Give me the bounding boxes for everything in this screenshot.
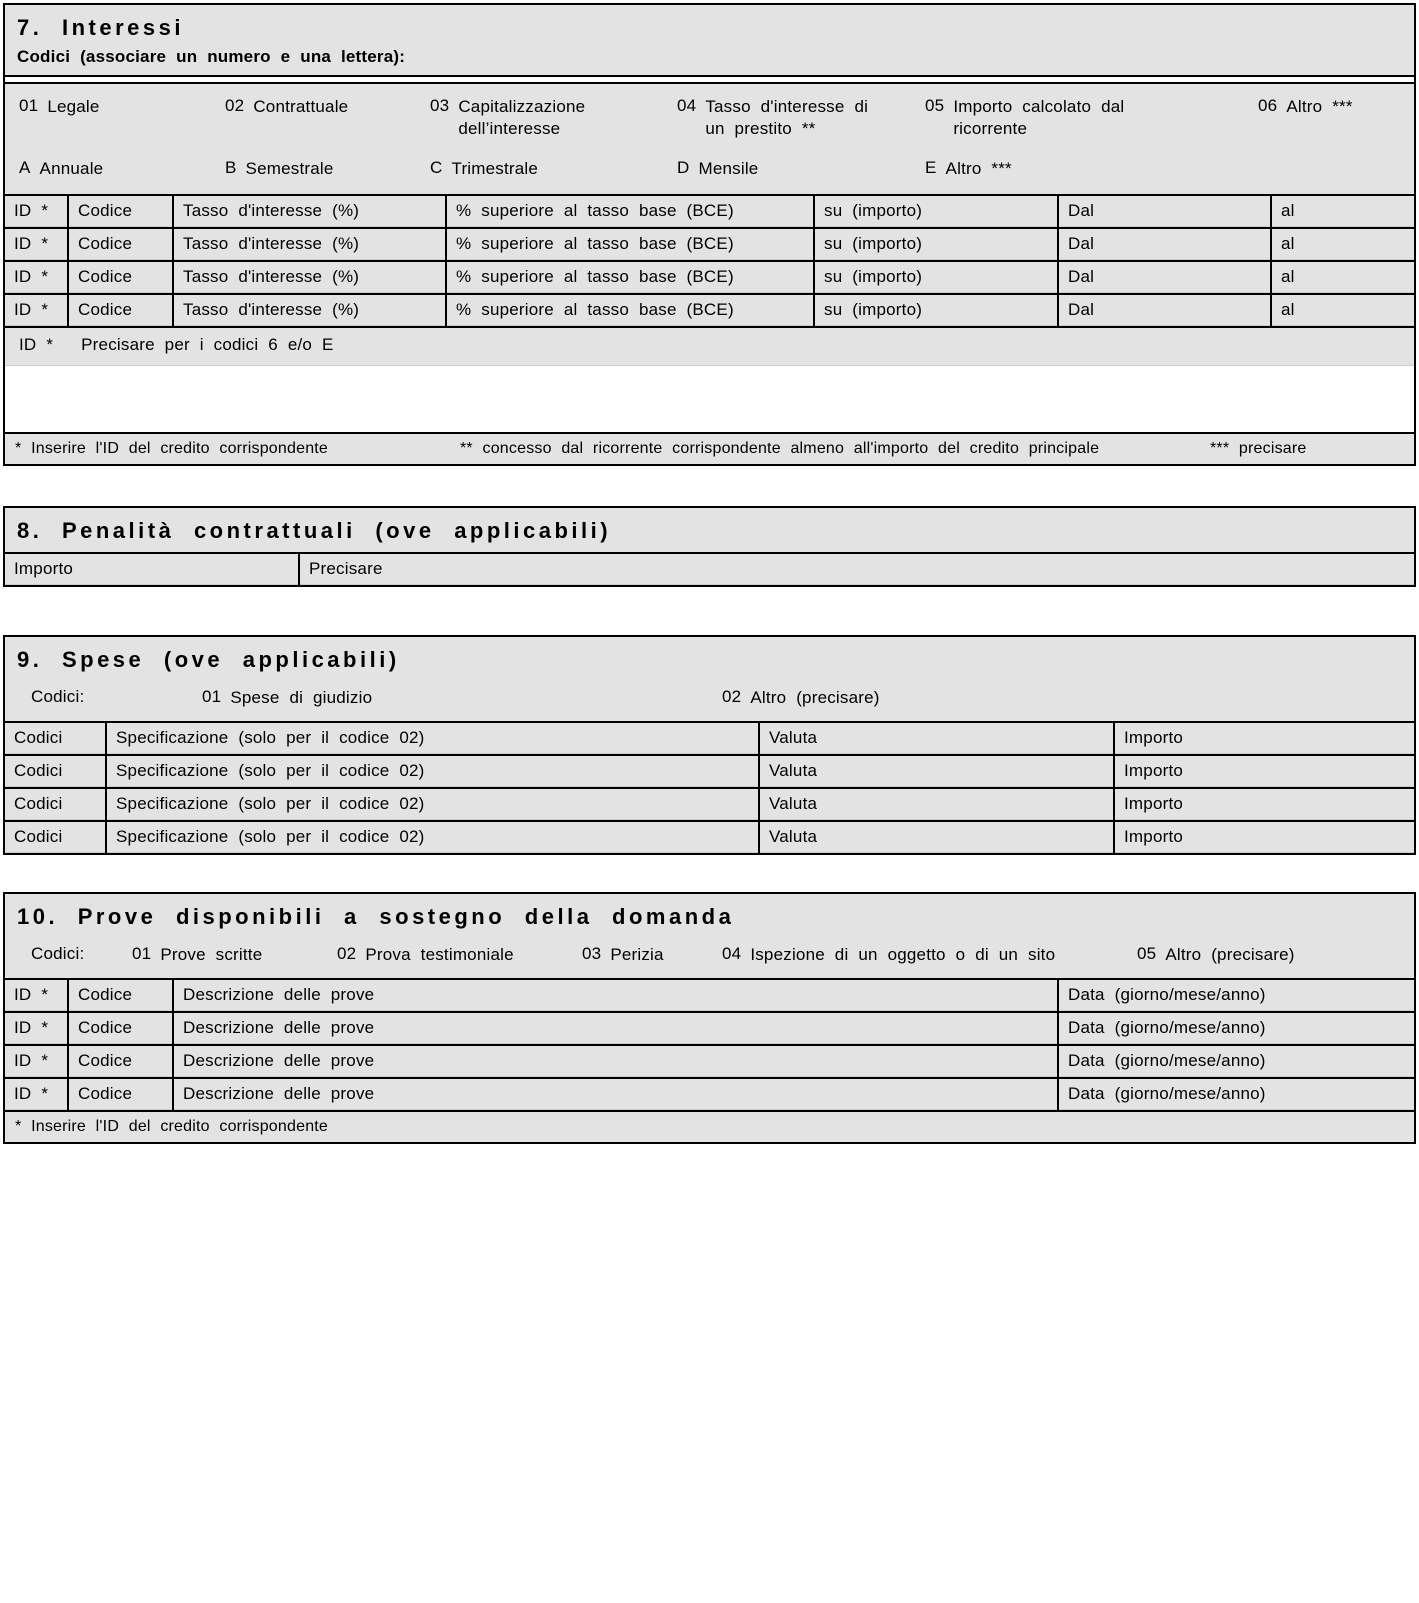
col-header-codice: Codice: [69, 262, 172, 293]
col-codice: [67, 295, 172, 326]
code-label: Spese di giudizio: [230, 688, 373, 708]
code-number: 01: [132, 944, 152, 964]
code-label: Altro (precisare): [750, 688, 880, 708]
code-label: Ispezione di un oggetto o di un sito: [750, 945, 1056, 965]
col-al: [1270, 196, 1414, 227]
precisare-label: Precisare per i codici 6 e/o E: [81, 335, 334, 355]
code-label: Annuale: [39, 159, 104, 179]
col-header-superiore: % superiore al tasso base (BCE): [447, 262, 813, 293]
col-su-importo: [813, 196, 1057, 227]
col-superiore: [445, 229, 813, 260]
section-penalita: [3, 506, 1416, 587]
codici-label: Codici:: [31, 687, 85, 707]
col-header-valuta: Valuta: [760, 756, 1113, 787]
col-descrizione: [172, 1079, 1057, 1110]
section-10-footnote: [5, 1110, 1414, 1142]
precisare-id-label: ID *: [19, 335, 54, 355]
col-header-specificazione: Specificazione (solo per il codice 02): [107, 756, 758, 787]
col-header-importo: Importo: [1115, 822, 1414, 853]
col-header-valuta: Valuta: [760, 723, 1113, 754]
letter-codes-row: [19, 158, 1414, 180]
col-importo: [1113, 723, 1414, 754]
col-header-tasso: Tasso d'interesse (%): [174, 262, 445, 293]
col-codice: [67, 196, 172, 227]
col-header-codici: Codici: [5, 723, 105, 754]
col-specificazione: [105, 789, 758, 820]
section-7-subtitle: Codici (associare un numero e una lettera):: [17, 47, 406, 66]
col-header-id: ID *: [5, 1046, 67, 1077]
col-importo: [5, 554, 298, 585]
code-letter: A: [19, 158, 31, 178]
prova-row: [5, 1044, 1414, 1077]
code-label: Prove scritte: [160, 945, 263, 965]
col-header-codice: Codice: [69, 229, 172, 260]
code-item: [925, 158, 1258, 180]
code-number: 02: [225, 96, 245, 115]
col-header-specificazione: Specificazione (solo per il codice 02): [107, 822, 758, 853]
prova-row: [5, 978, 1414, 1011]
col-importo: [1113, 756, 1414, 787]
code-item: [1258, 96, 1414, 140]
col-header-descrizione: Descrizione delle prove: [174, 1046, 1057, 1077]
col-header-id: ID *: [5, 1013, 67, 1044]
col-superiore: [445, 295, 813, 326]
col-al: [1270, 295, 1414, 326]
col-importo: [1113, 822, 1414, 853]
col-codice: [67, 980, 172, 1011]
code-label: Prova testimoniale: [365, 945, 514, 965]
code-label: Tasso d'interesse di un prestito **: [705, 97, 869, 139]
code-number: 04: [677, 96, 697, 115]
code-item: [430, 158, 677, 180]
col-valuta: [758, 756, 1113, 787]
col-header-data: Data (giorno/mese/anno): [1059, 980, 1414, 1011]
interest-row: [5, 194, 1414, 227]
col-header-id: ID *: [5, 196, 67, 227]
footnote-1: * Inserire l'ID del credito corrispondente: [15, 1118, 329, 1136]
codici-label: Codici:: [31, 944, 85, 964]
col-header-descrizione: Descrizione delle prove: [174, 1079, 1057, 1110]
code-label: Capitalizzazione dell’interesse: [458, 97, 586, 139]
code-item: [430, 96, 677, 140]
code-number: 03: [582, 944, 602, 964]
col-su-importo: [813, 295, 1057, 326]
col-header-tasso: Tasso d'interesse (%): [174, 229, 445, 260]
precisare-label-band: [5, 328, 1414, 366]
col-descrizione: [172, 980, 1057, 1011]
col-header-importo: Importo: [5, 554, 298, 585]
col-id: [5, 1046, 67, 1077]
col-header-codice: Codice: [69, 1013, 172, 1044]
code-label: Trimestrale: [451, 159, 539, 179]
code-label: Importo calcolato dal ricorrente: [953, 97, 1125, 139]
col-descrizione: [172, 1013, 1057, 1044]
col-header-precisare: Precisare: [300, 554, 1414, 585]
precisare-field[interactable]: [5, 366, 1414, 432]
section-10-title: 10. Prove disponibili a sostegno della domanda: [17, 904, 735, 930]
col-importo: [1113, 789, 1414, 820]
col-data: [1057, 980, 1414, 1011]
spese-row: [5, 787, 1414, 820]
code-number: 01: [202, 687, 222, 707]
col-data: [1057, 1079, 1414, 1110]
code-item: [202, 687, 722, 709]
col-id: [5, 229, 67, 260]
footnote-3: *** precisare: [1210, 440, 1307, 458]
code-item: [722, 944, 1137, 966]
section-10-header: [5, 894, 1414, 978]
col-id: [5, 1079, 67, 1110]
number-codes-row: [19, 96, 1414, 140]
code-item: [225, 158, 430, 180]
col-descrizione: [172, 1046, 1057, 1077]
code-label: Contrattuale: [253, 97, 349, 116]
code-item: [677, 96, 925, 140]
code-number: 05: [925, 96, 945, 115]
col-header-data: Data (giorno/mese/anno): [1059, 1079, 1414, 1110]
col-id: [5, 1013, 67, 1044]
section-8-header: [5, 508, 1414, 552]
section-7-footnotes: [5, 432, 1414, 464]
col-al: [1270, 262, 1414, 293]
col-header-id: ID *: [5, 229, 67, 260]
code-item: [677, 158, 925, 180]
code-item: [722, 687, 880, 709]
code-item: [19, 96, 225, 140]
divider: [5, 75, 1414, 84]
code-letter: B: [225, 158, 237, 178]
col-valuta: [758, 822, 1113, 853]
col-header-codici: Codici: [5, 789, 105, 820]
code-label: Mensile: [698, 159, 759, 179]
col-dal: [1057, 229, 1270, 260]
code-number: 02: [722, 687, 742, 707]
section-7-header: [5, 5, 1414, 75]
col-header-codice: Codice: [69, 295, 172, 326]
col-al: [1270, 229, 1414, 260]
col-su-importo: [813, 229, 1057, 260]
col-header-importo: Importo: [1115, 723, 1414, 754]
col-header-codice: Codice: [69, 980, 172, 1011]
col-header-descrizione: Descrizione delle prove: [174, 980, 1057, 1011]
col-codici: [5, 822, 105, 853]
col-header-codice: Codice: [69, 1079, 172, 1110]
col-header-superiore: % superiore al tasso base (BCE): [447, 295, 813, 326]
col-header-codici: Codici: [5, 756, 105, 787]
col-header-su-importo: su (importo): [815, 196, 1057, 227]
col-tasso: [172, 196, 445, 227]
col-header-codice: Codice: [69, 1046, 172, 1077]
col-specificazione: [105, 756, 758, 787]
spese-codes-legend: [17, 687, 1404, 709]
section-prove: [3, 892, 1416, 1144]
col-dal: [1057, 262, 1270, 293]
col-data: [1057, 1046, 1414, 1077]
col-specificazione: [105, 822, 758, 853]
col-header-al: al: [1272, 262, 1414, 293]
col-codici: [5, 789, 105, 820]
code-item: [19, 158, 225, 180]
col-valuta: [758, 789, 1113, 820]
code-number: 04: [722, 944, 742, 964]
code-label: Semestrale: [245, 159, 334, 179]
code-item: [1137, 944, 1295, 966]
code-item: [337, 944, 582, 966]
col-codice: [67, 1046, 172, 1077]
prova-row: [5, 1077, 1414, 1110]
col-specificazione: [105, 723, 758, 754]
col-codici: [5, 723, 105, 754]
code-label: Altro ***: [1286, 97, 1353, 116]
footnote-2: ** concesso dal ricorrente corrispondente almeno all'importo del credito principale: [460, 440, 1100, 458]
code-label: Altro (precisare): [1165, 945, 1295, 965]
code-item: [582, 944, 722, 966]
spese-row: [5, 754, 1414, 787]
col-codice: [67, 262, 172, 293]
col-dal: [1057, 196, 1270, 227]
code-letter: D: [677, 158, 690, 178]
code-number: 03: [430, 96, 450, 115]
col-codice: [67, 1079, 172, 1110]
section-interessi: [3, 3, 1416, 466]
col-header-importo: Importo: [1115, 756, 1414, 787]
col-header-id: ID *: [5, 980, 67, 1011]
col-header-dal: Dal: [1059, 295, 1270, 326]
code-item: [132, 944, 337, 966]
col-header-su-importo: su (importo): [815, 229, 1057, 260]
col-header-id: ID *: [5, 1079, 67, 1110]
section-9-header: [5, 637, 1414, 721]
penalita-row: [5, 552, 1414, 585]
col-id: [5, 196, 67, 227]
col-id: [5, 980, 67, 1011]
code-letter: E: [925, 158, 937, 178]
spese-row: [5, 721, 1414, 754]
col-header-al: al: [1272, 229, 1414, 260]
col-header-specificazione: Specificazione (solo per il codice 02): [107, 789, 758, 820]
col-header-codici: Codici: [5, 822, 105, 853]
col-header-tasso: Tasso d'interesse (%): [174, 295, 445, 326]
col-header-su-importo: su (importo): [815, 262, 1057, 293]
section-spese: [3, 635, 1416, 855]
col-su-importo: [813, 262, 1057, 293]
spese-row: [5, 820, 1414, 853]
col-superiore: [445, 196, 813, 227]
prove-codes-legend: [17, 944, 1404, 966]
code-item: [925, 96, 1258, 140]
interest-row: [5, 227, 1414, 260]
col-header-al: al: [1272, 295, 1414, 326]
col-header-dal: Dal: [1059, 229, 1270, 260]
code-label: Legale: [47, 97, 100, 116]
col-header-importo: Importo: [1115, 789, 1414, 820]
col-header-valuta: Valuta: [760, 789, 1113, 820]
col-header-valuta: Valuta: [760, 822, 1113, 853]
col-header-codice: Codice: [69, 196, 172, 227]
code-letter: C: [430, 158, 443, 178]
col-header-al: al: [1272, 196, 1414, 227]
col-id: [5, 295, 67, 326]
col-header-dal: Dal: [1059, 262, 1270, 293]
col-id: [5, 262, 67, 293]
interest-codes-legend: [5, 84, 1414, 194]
col-precisare: [298, 554, 1414, 585]
code-label: Perizia: [610, 945, 664, 965]
code-label: Altro ***: [945, 159, 1012, 179]
col-header-data: Data (giorno/mese/anno): [1059, 1013, 1414, 1044]
interest-row: [5, 293, 1414, 326]
col-superiore: [445, 262, 813, 293]
code-number: 02: [337, 944, 357, 964]
section-8-title: 8. Penalità contrattuali (ove applicabili): [17, 518, 612, 544]
col-header-dal: Dal: [1059, 196, 1270, 227]
interest-row: [5, 260, 1414, 293]
col-codice: [67, 1013, 172, 1044]
col-data: [1057, 1013, 1414, 1044]
col-tasso: [172, 229, 445, 260]
col-header-id: ID *: [5, 262, 67, 293]
col-dal: [1057, 295, 1270, 326]
col-valuta: [758, 723, 1113, 754]
code-number: 01: [19, 96, 39, 115]
code-number: 06: [1258, 96, 1278, 115]
col-header-su-importo: su (importo): [815, 295, 1057, 326]
section-9-title: 9. Spese (ove applicabili): [17, 647, 400, 673]
col-tasso: [172, 262, 445, 293]
col-header-data: Data (giorno/mese/anno): [1059, 1046, 1414, 1077]
code-item: [225, 96, 430, 140]
col-header-specificazione: Specificazione (solo per il codice 02): [107, 723, 758, 754]
precisare-row: [5, 326, 1414, 432]
prova-row: [5, 1011, 1414, 1044]
col-header-id: ID *: [5, 295, 67, 326]
footnote-1: * Inserire l'ID del credito corrispondente: [15, 440, 329, 458]
section-7-title: 7. Interessi: [17, 15, 184, 40]
form-page: [0, 3, 1419, 1603]
col-header-tasso: Tasso d'interesse (%): [174, 196, 445, 227]
col-header-superiore: % superiore al tasso base (BCE): [447, 196, 813, 227]
col-codice: [67, 229, 172, 260]
col-codici: [5, 756, 105, 787]
col-header-descrizione: Descrizione delle prove: [174, 1013, 1057, 1044]
col-tasso: [172, 295, 445, 326]
code-number: 05: [1137, 944, 1157, 964]
col-header-superiore: % superiore al tasso base (BCE): [447, 229, 813, 260]
